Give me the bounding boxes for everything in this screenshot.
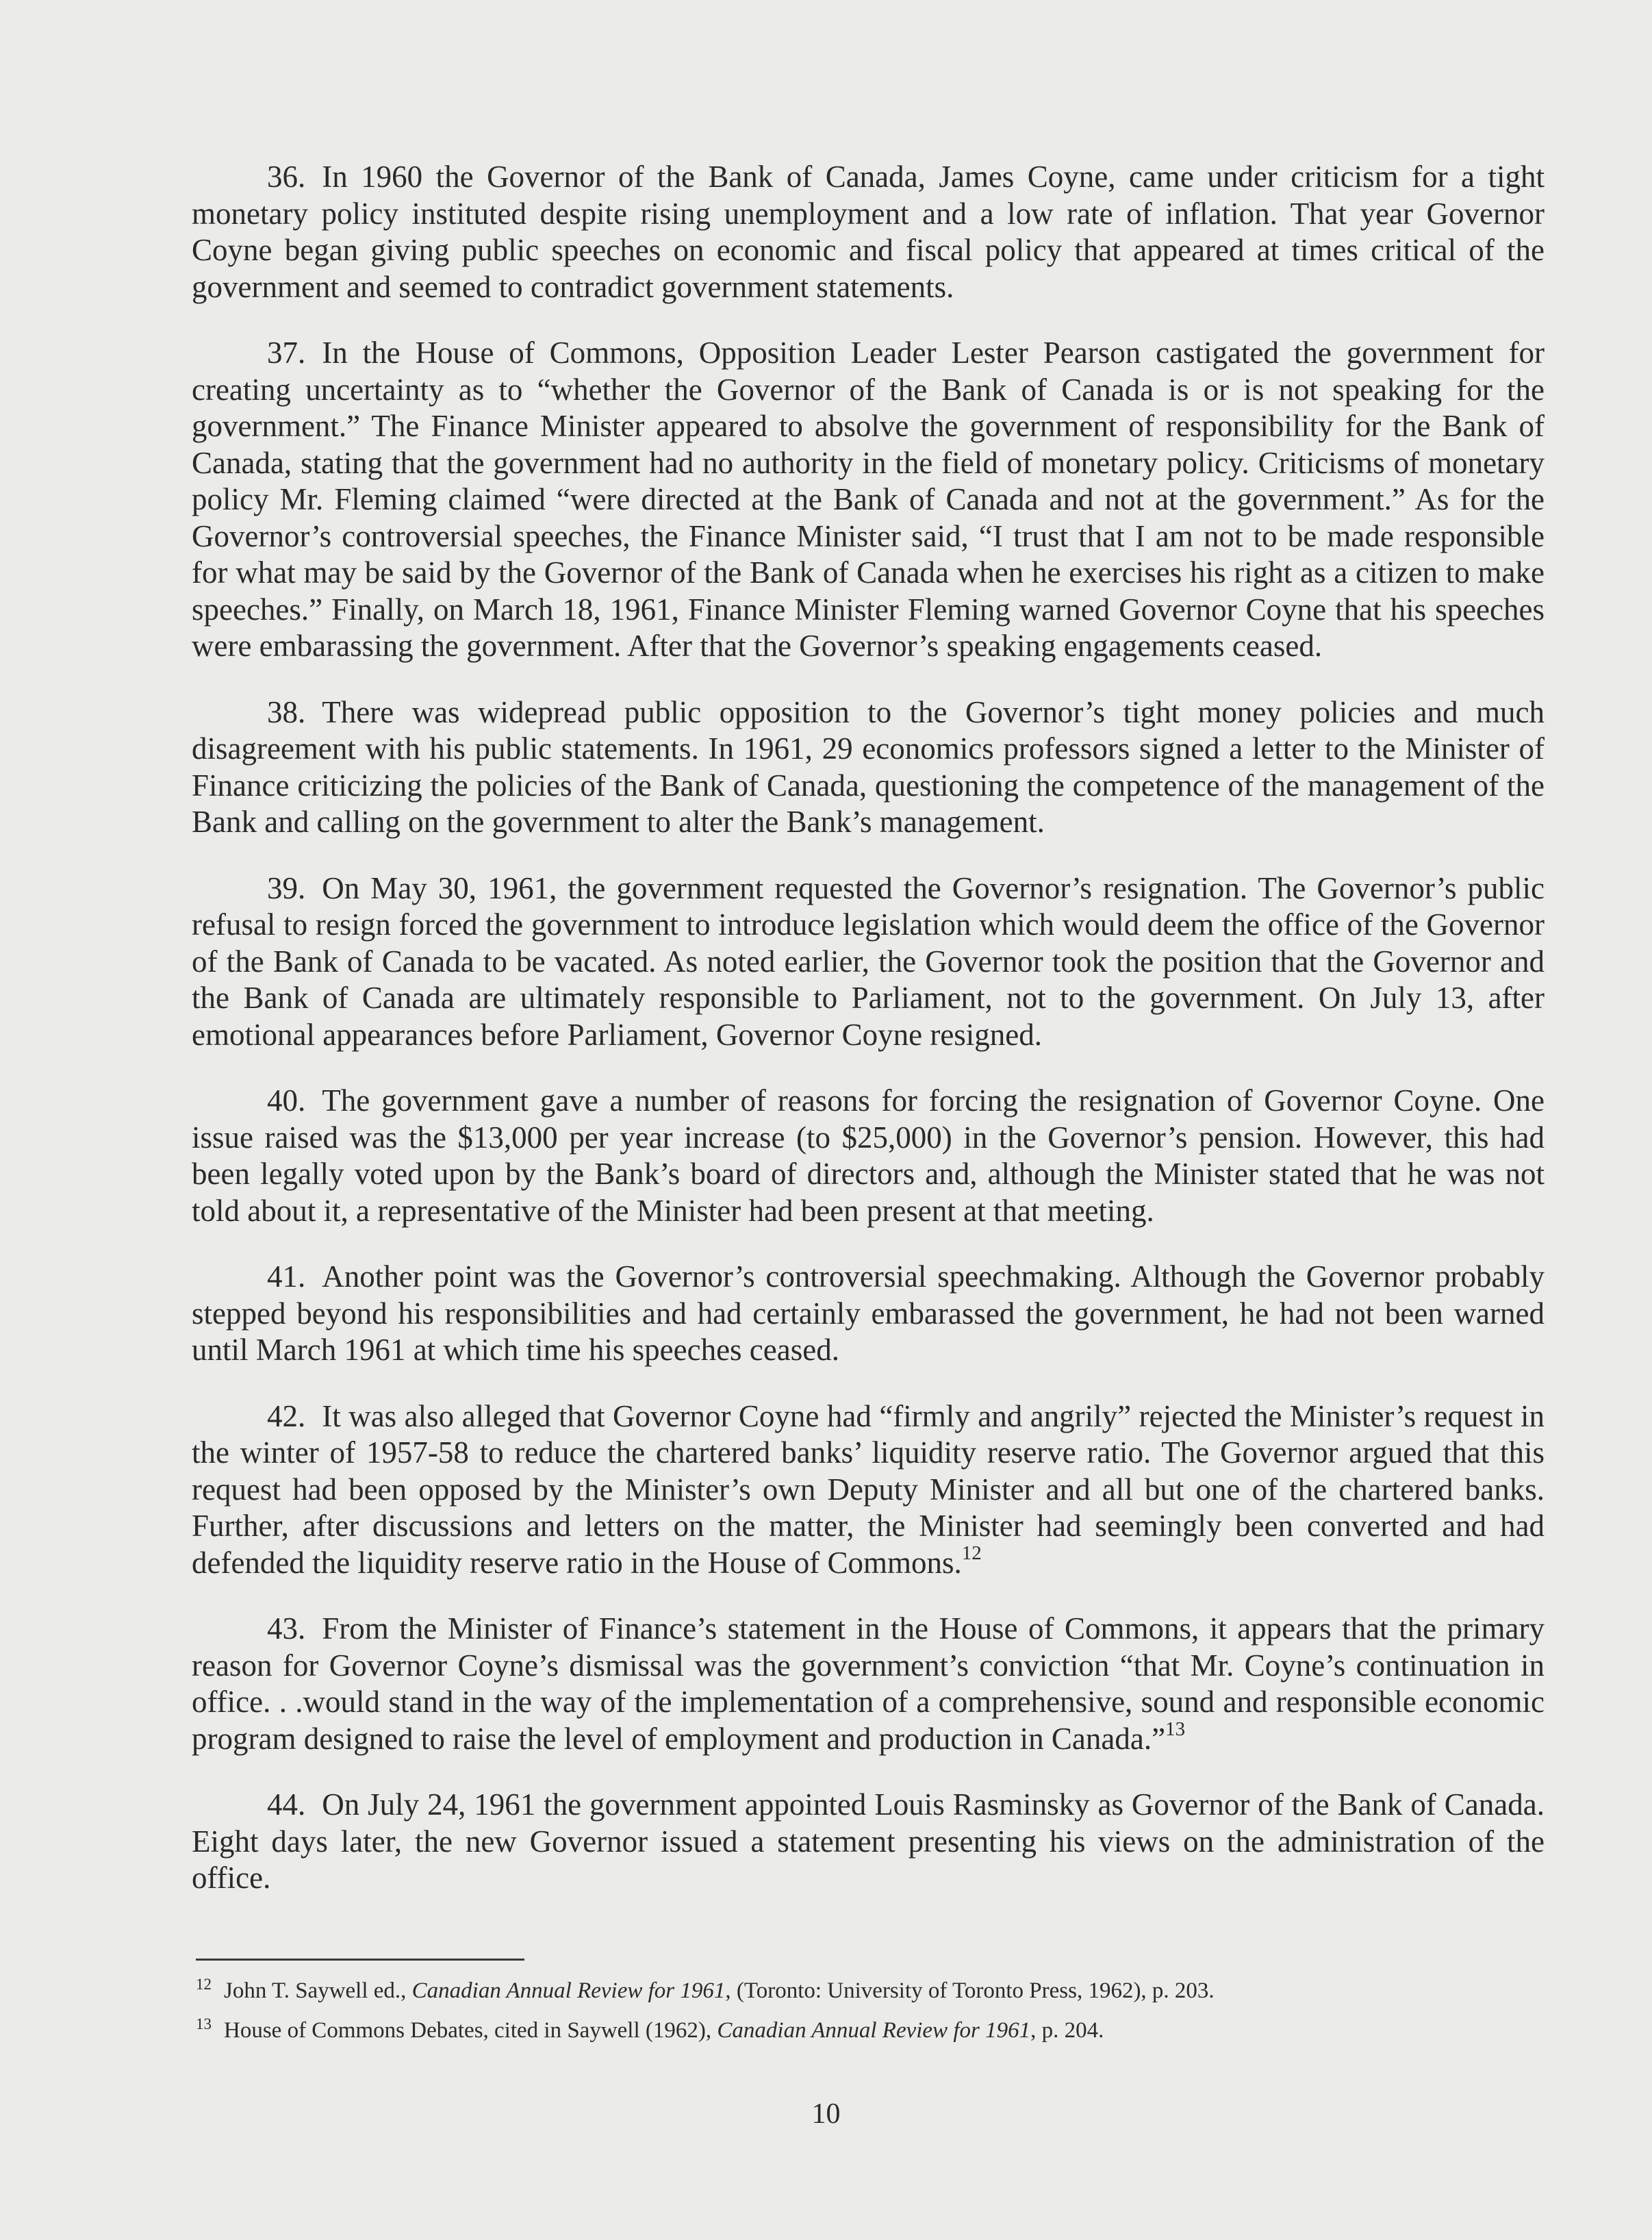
paragraph-36 bbox=[192, 159, 1545, 305]
footnote-13 bbox=[196, 2015, 1545, 2046]
paragraph-number: 39. bbox=[267, 870, 306, 905]
footnote-mark: 12 bbox=[196, 1976, 212, 1993]
footnotes bbox=[196, 1976, 1545, 2055]
footnote-text: , (Toronto: University of Toronto Press, 1962), p. 203. bbox=[725, 1978, 1215, 2003]
paragraph-number: 43. bbox=[267, 1611, 306, 1646]
paragraph-43 bbox=[192, 1611, 1545, 1757]
paragraph-38 bbox=[192, 694, 1545, 841]
paragraph-37 bbox=[192, 335, 1545, 665]
paragraph-number: 41. bbox=[267, 1259, 306, 1294]
footnote-reference: 12 bbox=[961, 1541, 982, 1564]
paragraph-number: 36. bbox=[267, 160, 306, 194]
paragraph-39 bbox=[192, 870, 1545, 1054]
footnote-reference: 13 bbox=[1165, 1717, 1186, 1740]
paragraph-text: In the House of Commons, Opposition Leader Lester Pearson castigated the government for creating uncertainty as to “whether the Governor of the Bank of Canada is or is not speaking for the government.” The Finance Minister appeared to absolve the government of responsibility for the Bank of Canada, stating that the government had no authority in the field of monetary policy. Criticisms of monetary policy Mr. Fleming claimed “were directed at the Bank of Canada and not at the government.” As for the Governor’s controversial speeches, the Finance Minister said, “I trust that I am not to be made responsible for what may be said by the Governor of the Bank of Canada when he exercises his right as a citizen to make speeches.” Finally, on March 18, 1961, Finance Minister Fleming warned Governor Coyne that his speeches were embarassing the government. After that the Governor’s speaking engagements ceased. bbox=[192, 336, 1545, 663]
footnote-text: John T. Saywell ed., bbox=[224, 1978, 412, 2003]
paragraph-number: 40. bbox=[267, 1083, 306, 1118]
paragraph-number: 44. bbox=[267, 1787, 306, 1822]
paragraph-text: From the Minister of Finance’s statement in the House of Commons, it appears that the primary reason for Governor Coyne’s dismissal was the government’s conviction “that Mr. Coyne’s continuation in office. . .would stand in the way of the implementation of a comprehensive, sound and responsible economic program designed to raise the level of employment and production in Canada.” bbox=[192, 1611, 1545, 1756]
paragraph-text: The government gave a number of reasons for forcing the resignation of Governor Coyne. One issue raised was the $13,000 per year increase (to $25,000) in the Governor’s pension. However, this had been legally voted upon by the Bank’s board of directors and, although the Minister stated that he was not told about it, a representative of the Minister had been present at that meeting. bbox=[192, 1083, 1545, 1228]
paragraph-number: 38. bbox=[267, 694, 306, 729]
paragraph-41 bbox=[192, 1259, 1545, 1369]
body-text bbox=[192, 159, 1545, 1926]
page-number: 10 bbox=[811, 2098, 841, 2130]
paragraph-text: Another point was the Governor’s controversial speechmaking. Although the Governor probably stepped beyond his responsibilities and had certainly embarassed the government, he had not been warned until March 1961 at which time his speeches ceased. bbox=[192, 1259, 1545, 1367]
footnote-mark: 13 bbox=[196, 2015, 212, 2033]
paragraph-number: 42. bbox=[267, 1398, 306, 1433]
paragraph-text: There was widepread public opposition to the Governor’s tight money policies and much disagreement with his public statements. In 1961, 29 economics professors signed a letter to the Minister of Finance criticizing the policies of the Bank of Canada, questioning the competence of the management of the Bank and calling on the government to alter the Bank’s management. bbox=[192, 694, 1545, 839]
footnote-title: Canadian Annual Review for 1961 bbox=[717, 2018, 1031, 2043]
paragraph-text: It was also alleged that Governor Coyne had “firmly and angrily” rejected the Minister’s request in the winter of 1957-58 to reduce the chartered banks’ liquidity reserve ratio. The Governor argued that this request had been opposed by the Minister’s own Deputy Minister and all but one of the chartered banks. Further, after discussions and letters on the matter, the Minister had seemingly been converted and had defended the liquidity reserve ratio in the House of Commons. bbox=[192, 1398, 1545, 1580]
paragraph-40 bbox=[192, 1083, 1545, 1229]
paragraph-number: 37. bbox=[267, 336, 306, 370]
footnote-divider bbox=[196, 1959, 524, 1961]
footnote-title: Canadian Annual Review for 1961 bbox=[411, 1978, 726, 2003]
footnote-12 bbox=[196, 1976, 1545, 2006]
footnote-text: , p. 204. bbox=[1030, 2018, 1104, 2043]
paragraph-text: In 1960 the Governor of the Bank of Canada, James Coyne, came under criticism for a tight monetary policy instituted despite rising unemployment and a low rate of inflation. That year Governor Coyne began giving public speeches on economic and fiscal policy that appeared at times critical of the government and seemed to contradict government statements. bbox=[192, 160, 1545, 304]
paragraph-44 bbox=[192, 1787, 1545, 1897]
footnote-text: House of Commons Debates, cited in Saywell (1962), bbox=[224, 2018, 717, 2043]
paragraph-text: On July 24, 1961 the government appointed Louis Rasminsky as Governor of the Bank of Canada. Eight days later, the new Governor issued a statement presenting his views on the administration of the office. bbox=[192, 1787, 1545, 1895]
paragraph-text: On May 30, 1961, the government requested the Governor’s resignation. The Governor’s public refusal to resign forced the government to introduce legislation which would deem the office of the Governor of the Bank of Canada to be vacated. As noted earlier, the Governor took the position that the Governor and the Bank of Canada are ultimately responsible to Parliament, not to the government. On July 13, after emotional appearances before Parliament, Governor Coyne resigned. bbox=[192, 870, 1545, 1052]
paragraph-42 bbox=[192, 1398, 1545, 1582]
